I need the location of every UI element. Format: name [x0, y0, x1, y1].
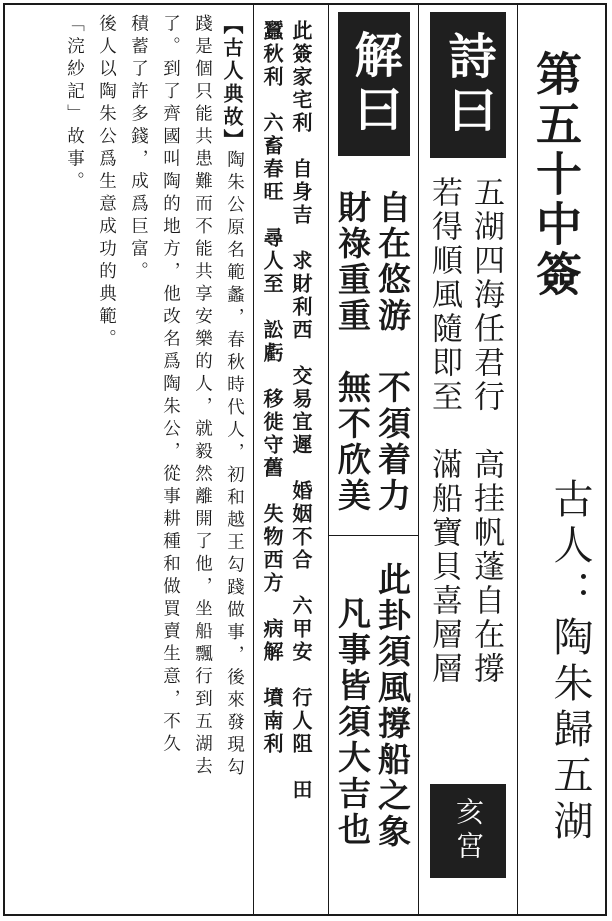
divider-category: [253, 5, 254, 914]
divider-horizontal: [329, 535, 418, 536]
story-line-3: 了。到了齊國叫陶的地方，他改名爲陶朱公，從事耕種和做買賣生意，不久: [160, 14, 181, 757]
palace-badge-label: 亥宮: [452, 797, 485, 865]
lot-title: 第五十中簽: [529, 50, 583, 300]
explain-line-2: 財祿重重 無不欣美: [333, 190, 372, 514]
explain-line-1: 自在悠游 不須着力: [373, 190, 412, 514]
divider-title: [517, 5, 518, 914]
story-line-5: 後人以陶朱公爲生意成功的典範。: [96, 14, 117, 352]
palace-badge: [430, 784, 506, 878]
explain-badge: [338, 12, 410, 156]
poem-badge-label: 詩曰: [440, 31, 496, 139]
image-line-2: 凡事皆須大吉也: [333, 596, 372, 848]
story-line-2: 踐是個只能共患難而不能共享安樂的人，就毅然離開了他，坐船飄行到五湖去: [192, 14, 213, 779]
category-line-1: 此簽家宅利 自身吉 求財利西 交易宜遲 婚姻不合 六甲安 行人阻 田: [289, 20, 313, 802]
poem-line-1: 五湖四海任君行 高挂帆蓬自在撐: [468, 176, 504, 686]
poem-line-2: 若得順風隨即至 滿船寶貝喜層層: [426, 176, 462, 686]
story-line-1: 陶朱公原名範蠡，春秋時代人，初和越王勾踐做事，後來發現勾: [224, 150, 245, 780]
explain-badge-label: 解曰: [346, 30, 402, 138]
divider-explain: [328, 5, 329, 914]
image-line-1: 此卦須風撐船之象: [373, 562, 412, 850]
story-line-4: 積蓄了許多錢，成爲巨富。: [128, 14, 149, 284]
story-header: 【古人典故】: [220, 14, 244, 152]
author-line: 古人：陶朱歸五湖: [547, 478, 593, 846]
poem-badge: [430, 12, 506, 158]
divider-poem: [418, 5, 419, 914]
category-line-2: 蠶秋利 六畜春旺 尋人至 訟虧 移徙守舊 失物西方 病解 墳南利: [260, 20, 284, 756]
story-line-6: 「浣紗記」故事。: [64, 14, 85, 194]
